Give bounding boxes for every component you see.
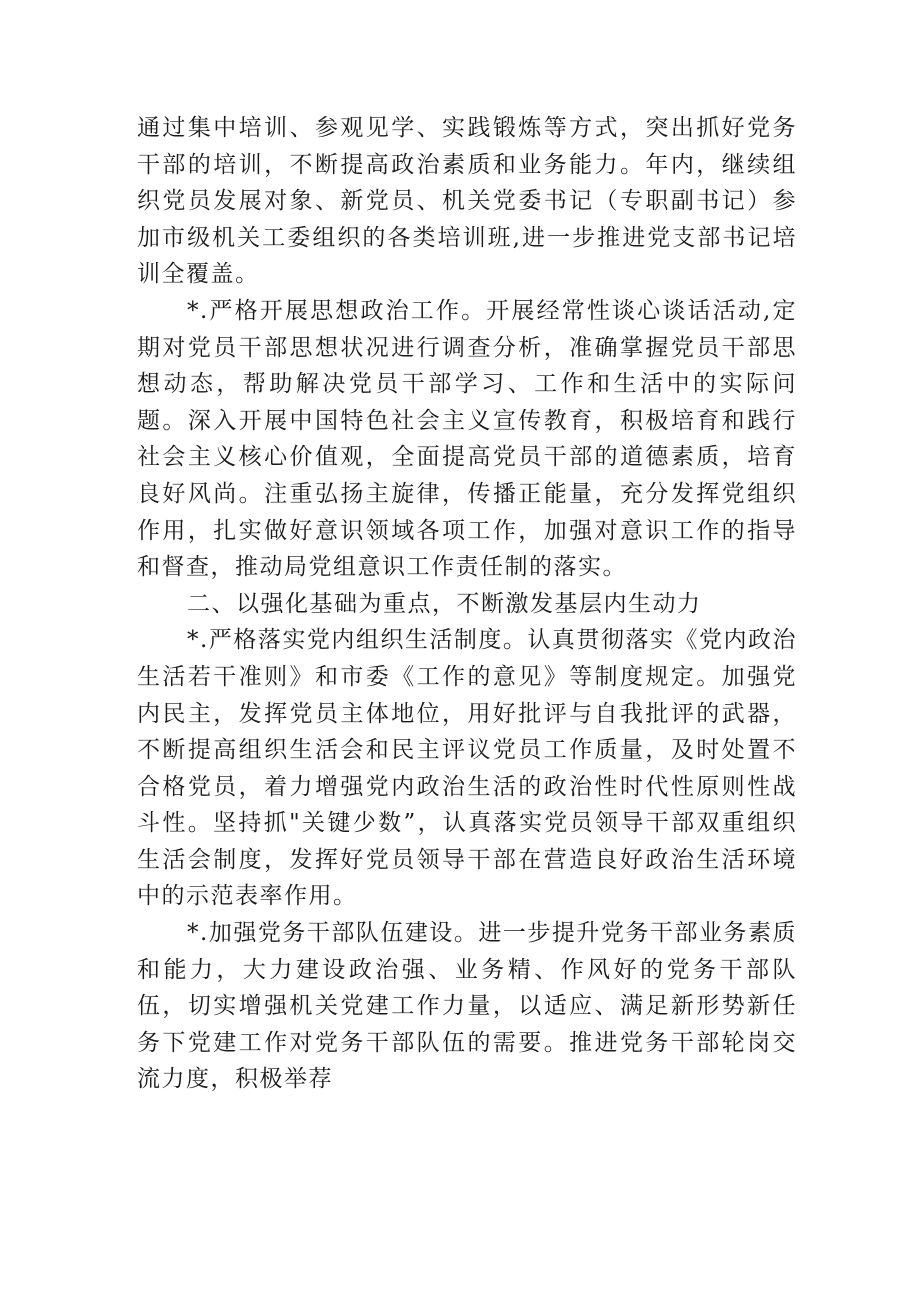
paragraph-training-continuation: 通过集中培训、参观见学、实践锻炼等方式，突出抓好党务干部的培训，不断提高政治素质和业务能力。年内，继续组织党员发展对象、新党员、机关党委书记（专职副书记）参加市级机关工委组织的各类培训班,进一步推进党支部书记培训全覆盖。 [137, 115, 797, 288]
paragraph-organizational-life: *.严格落实党内组织生活制度。认真贯彻落实《党内政治生活若干准则》和市委《工作的意见》等制度规定。加强党内民主，发挥党员主体地位，用好批评与自我批评的武器，不断提高组织生活会和民主评议党员工作质量，及时处置不合格党员，着力增强党内政治生活的政治性时代性原则性战斗性。坚持抓"关键少数”，认真落实党员领导干部双重组织生活会制度，发挥好党员领导干部在营造良好政治生活环境中的示范表率作用。 [137, 627, 797, 910]
paragraph-political-work: *.严格开展思想政治工作。开展经常性谈心谈话活动,定期对党员干部思想状况进行调查分析，准确掌握党员干部思想动态，帮助解决党员干部学习、工作和生活中的实际问题。深入开展中国特色社会主义宣传教育，积极培育和践行社会主义核心价值观，全面提高党员干部的道德素质，培育良好风尚。注重弘扬主旋律，传播正能量，充分发挥党组织作用，扎实做好意识领域各项工作，加强对意识工作的指导和督查，推动局党组意识工作责任制的落实。 [137, 297, 797, 581]
section-heading-grassroots: 二、以强化基础为重点，不断激发基层内生动力 [187, 590, 702, 617]
paragraph-cadre-team: *.加强党务干部队伍建设。进一步提升党务干部业务素质和能力，大力建设政治强、业务精、作风好的党务干部队伍，切实增强机关党建工作力量，以适应、满足新形势新任务下党建工作对党务干部队伍的需要。推进党务干部轮岗交流力度，积极举荐 [137, 920, 797, 1093]
document-body [137, 110, 797, 1098]
